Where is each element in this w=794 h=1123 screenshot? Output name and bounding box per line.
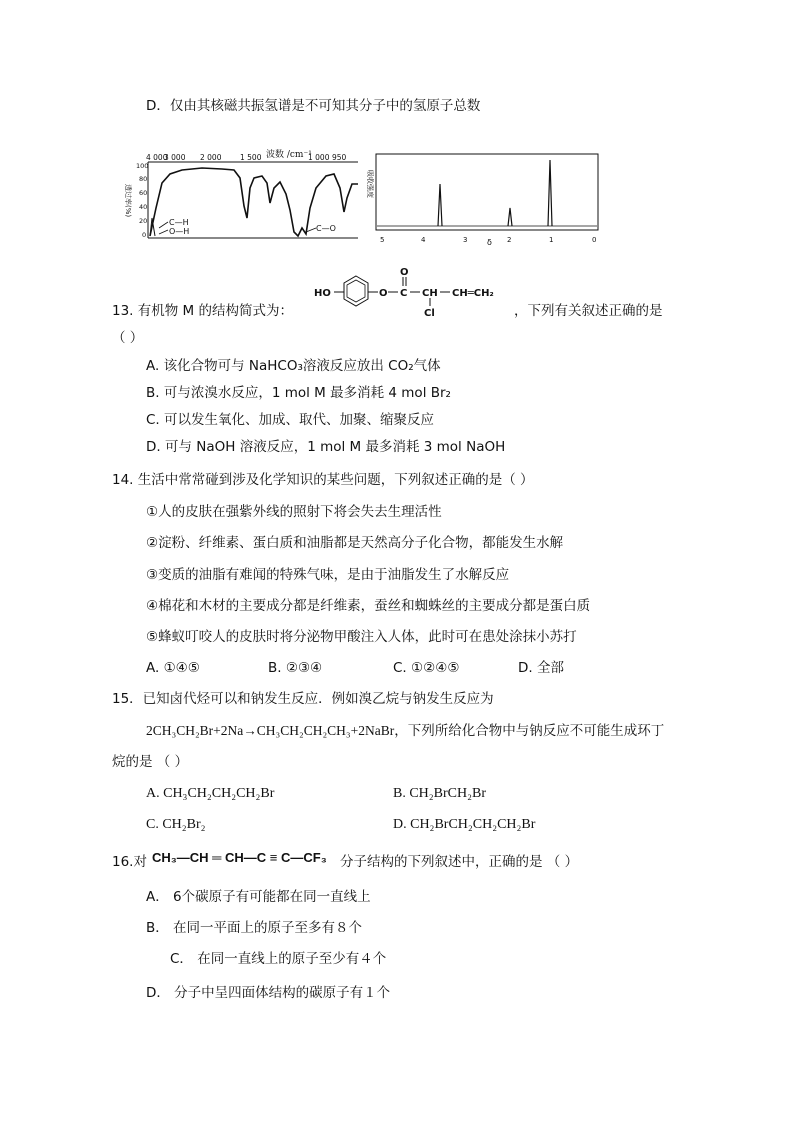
struct-ho: HO [314, 288, 331, 299]
q15-option-a: A. CH₃CH₂CH₂CH₂Br [146, 786, 275, 801]
q16-formula: CH₃—CH ═ CH—C ≡ C—CF₃ [152, 850, 327, 865]
struct-vinyl: CH═CH₂ [452, 288, 494, 299]
q13-stem-b: ，下列有关叙述正确的是 [514, 303, 663, 319]
nmr-xtick: 0 [592, 236, 597, 244]
struct-ch: CH [422, 288, 438, 299]
q14-statement-1: ①人的皮肤在强紫外线的照射下将会失去生理活性 [146, 504, 442, 520]
ir-label-ch: C—H [169, 218, 189, 227]
q16-option-c: C． 在同一直线上的原子至少有４个 [170, 951, 387, 967]
q14-statement-3: ③变质的油脂有难闻的特殊气味，是由于油脂发生了水解反应 [146, 567, 510, 583]
q15-option-d: D. CH₂BrCH₂CH₂CH₂Br [393, 817, 536, 832]
q14-option-d: D. 全部 [518, 660, 564, 676]
q13-paren: （ ） [112, 330, 144, 346]
struct-co: O [400, 267, 409, 278]
ir-spectrum [112, 148, 364, 244]
nmr-peak [438, 184, 442, 226]
q16-post: 分子结构的下列叙述中，正确的是 （ ） [340, 854, 579, 870]
q14-statement-2: ②淀粉、纤维素、蛋白质和油脂都是天然高分子化合物，都能发生水解 [146, 535, 564, 551]
q15-stem2: 烷的是 （ ） [112, 754, 189, 770]
ir-tick: 1 000 [308, 153, 330, 162]
q13-option-c: C. 可以发生氧化、加成、取代、加聚、缩聚反应 [146, 412, 435, 428]
q13-option-a: A. 该化合物可与 NaHCO₃溶液反应放出 CO₂气体 [146, 358, 441, 374]
q14-option-a: A. ①④⑤ [146, 660, 200, 676]
q16-pre: 16.对 [112, 854, 147, 870]
ir-label-oh: O—H [169, 227, 190, 236]
q15-stem: 15．已知卤代烃可以和钠发生反应．例如溴乙烷与钠发生反应为 [112, 691, 494, 707]
q13-structure [312, 264, 522, 322]
nmr-xtick: 1 [549, 236, 554, 244]
ir-ytick: 80 [139, 175, 148, 183]
struct-o: O [379, 288, 388, 299]
q14-option-b: B. ②③④ [268, 660, 323, 676]
q13-stem-a: 13. 有机物 M 的结构简式为： [112, 303, 293, 319]
ir-tick: 2 000 [200, 153, 222, 162]
nmr-xtick: 4 [421, 236, 426, 244]
nmr-spectrum [364, 152, 604, 246]
nmr-peak [548, 160, 552, 226]
q16-option-d: D． 分子中呈四面体结构的碳原子有１个 [146, 985, 391, 1001]
q16-option-b: B． 在同一平面上的原子至多有８个 [146, 920, 363, 936]
ir-tick: 3 000 [164, 153, 186, 162]
q15-option-c: C. CH₂Br₂ [146, 817, 206, 832]
struct-c: C [400, 288, 408, 299]
ir-ytick: 100 [136, 162, 149, 170]
q12-option-d: D．仅由其核磁共振氢谱是不可知其分子中的氢原子总数 [146, 98, 481, 114]
ir-label-co: C—O [316, 224, 336, 233]
ir-ytick: 60 [139, 189, 148, 197]
nmr-xtick: 3 [463, 236, 468, 244]
benzene-ring [344, 276, 368, 306]
ir-ylabel: 透过率(%) [124, 184, 132, 218]
nmr-peak [508, 208, 512, 226]
struct-cl: Cl [424, 308, 435, 319]
ir-ytick: 40 [139, 203, 148, 211]
q15-equation: 2CH₃CH₂Br+2Na→CH₃CH₂CH₂CH₃+2NaBr，下列所给化合物中与钠反应不可能生成环丁 [146, 723, 665, 738]
q16-option-a: A． 6个碳原子有可能都在同一直线上 [146, 889, 371, 905]
nmr-xlabel: δ [487, 238, 492, 246]
q13-option-b: B. 可与浓溴水反应，1 mol M 最多消耗 4 mol Br₂ [146, 385, 451, 401]
q13-option-d: D. 可与 NaOH 溶液反应，1 mol M 最多消耗 3 mol NaOH [146, 439, 506, 455]
ir-tick: 1 500 [240, 153, 262, 162]
q14-stem: 14. 生活中常常碰到涉及化学知识的某些问题，下列叙述正确的是（ ） [112, 472, 534, 488]
ir-ytick: 20 [139, 217, 148, 225]
ir-ytick: 0 [142, 231, 147, 239]
q14-statement-4: ④棉花和木材的主要成分都是纤维素，蚕丝和蜘蛛丝的主要成分都是蛋白质 [146, 598, 591, 614]
nmr-xtick: 2 [507, 236, 512, 244]
ir-title: 波数 /cm⁻¹ [266, 150, 312, 160]
nmr-ylabel: 吸收强度 [366, 170, 374, 198]
ir-tick: 4 000 [146, 153, 168, 162]
q14-option-c: C. ①②④⑤ [393, 660, 460, 676]
ir-tick: 950 [332, 153, 347, 162]
q15-option-b: B. CH₂BrCH₂Br [393, 786, 486, 801]
nmr-xtick: 5 [380, 236, 385, 244]
q14-statement-5: ⑤蜂蚁叮咬人的皮肤时将分泌物甲酸注入人体，此时可在患处涂抹小苏打 [146, 629, 577, 645]
